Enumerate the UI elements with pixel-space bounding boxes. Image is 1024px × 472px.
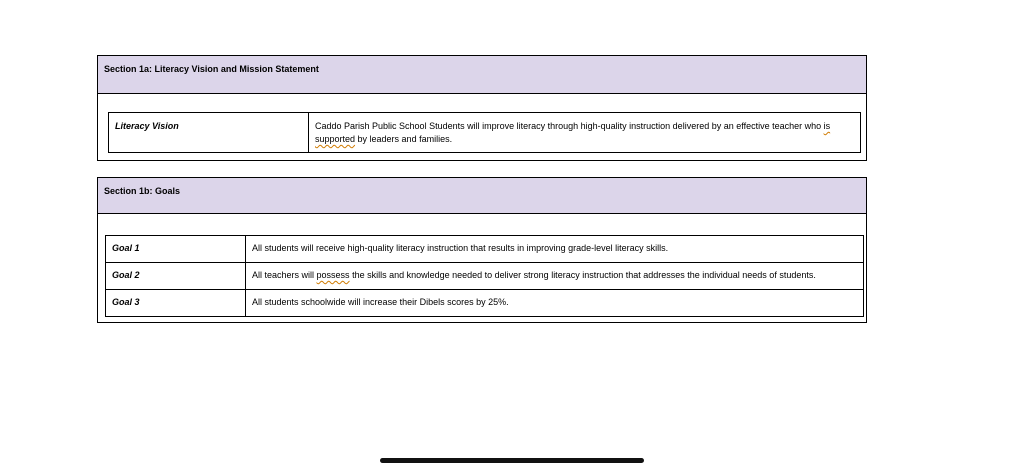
goal-row-1: [106, 236, 864, 263]
spellcheck-word-is[interactable]: is: [823, 121, 831, 131]
vision-table: [108, 112, 861, 153]
goal-2-text-after: the skills and knowledge needed to deliver strong literacy instruction that addresses the individual needs of students.: [349, 270, 816, 280]
vision-row: [109, 113, 861, 153]
section-1b-header: Section 1b: Goals: [98, 178, 866, 214]
goals-table: [105, 235, 864, 317]
goal-1-text[interactable]: All students will receive high-quality literacy instruction that results in improving grade-level literacy skills.: [246, 236, 864, 263]
spellcheck-word-supported[interactable]: supported: [315, 134, 356, 144]
vision-label: Literacy Vision: [109, 113, 309, 153]
goal-row-2: [106, 263, 864, 290]
vision-text-part2: by leaders and families.: [355, 134, 453, 144]
goal-3-text[interactable]: All students schoolwide will increase their Dibels scores by 25%.: [246, 290, 864, 317]
goal-row-3: [106, 290, 864, 317]
goal-2-text-before: All teachers will: [252, 270, 317, 280]
vision-text-part1: Caddo Parish Public School Students will improve literacy through high-quality instruction delivered by an effective teacher who: [315, 121, 824, 131]
spellcheck-word-possess[interactable]: possess: [316, 270, 350, 280]
goal-2-label: Goal 2: [106, 263, 246, 290]
goal-1-label: Goal 1: [106, 236, 246, 263]
section-1a-header: Section 1a: Literacy Vision and Mission Statement: [98, 56, 866, 94]
vision-text[interactable]: [309, 113, 861, 153]
goal-2-text[interactable]: [246, 263, 864, 290]
section-1b: [97, 177, 867, 323]
goal-3-label: Goal 3: [106, 290, 246, 317]
section-1a: [97, 55, 867, 161]
home-indicator-bar[interactable]: [380, 458, 644, 463]
